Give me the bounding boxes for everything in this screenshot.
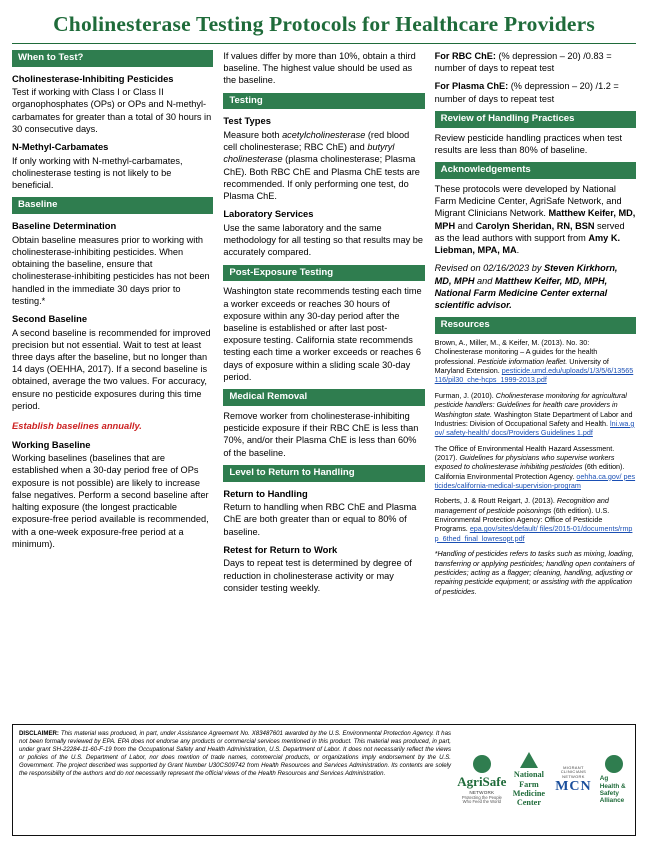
test-types-text-b: (red blood cell cholinesterase; RBC ChE) and [223, 129, 410, 153]
paragraph-baseline-determination: Obtain baseline measures prior to working with cholinesterase-inhibiting pesticides. When obtaining the baseline, ensure that cholinesterase-inhibiting pesticides has not been handled in the immediate 30 days prior to testing.* [12, 234, 210, 306]
section-header-medical-removal: Medical Removal [223, 389, 424, 406]
ref1-link[interactable]: pesticide.umd.edu/uploads/1/3/5/6/13565116/pil30_che-hcps_1999-2013.pdf [434, 366, 634, 385]
column-1 [12, 50, 213, 722]
subheading-test-types: Test Types [223, 115, 271, 127]
mcn-name: MCN [555, 778, 592, 794]
ref4-text-a: Roberts, J. & Routt Reigart, J. (2013). [434, 496, 557, 506]
title-divider [12, 43, 636, 44]
ref2-text-a: Furman, J. (2010). [434, 390, 496, 400]
test-types-text-a: Measure both [223, 129, 283, 140]
logo-agrisafe [457, 755, 507, 805]
revision-text-b: and [474, 275, 495, 286]
disclaimer-text-block [19, 730, 457, 830]
reference-item [435, 391, 636, 438]
formula-rbc-text: (% depression – 20) /0.83 = number of days to repeat test [434, 51, 612, 74]
formula-rbc-label: For RBC ChE: [434, 51, 496, 61]
mcn-subtitle: MIGRANT CLINICIANS NETWORK [560, 764, 587, 779]
nfmc-name-line2: Medicine Center [512, 789, 546, 808]
nfmc-name-line1: National Farm [513, 770, 544, 789]
ack-author-liebman: Amy K. Liebman, MPA, MA [434, 232, 621, 256]
revision-author-keifer: Matthew Keifer, MD, MPH, National Farm Medicine Center external scientific advisor. [434, 275, 608, 311]
paragraph-acknowledgements [435, 183, 636, 256]
paragraph-retest-for-return-to-work: Days to repeat test is determined by degree of reduction in cholinesterase activity or may consider testing weekly. [223, 558, 412, 593]
tree-icon [520, 752, 538, 768]
agrisafe-subtitle: NETWORK [469, 789, 495, 795]
ref4-italic: Recognition and management of pesticide poisonings [434, 496, 609, 515]
ahsa-mark-icon [605, 755, 623, 773]
section-header-post-exposure-testing: Post-Exposure Testing [223, 265, 424, 282]
test-types-italic-acetylcholinesterase: acetylcholinesterase [282, 129, 366, 140]
section-header-baseline: Baseline [12, 197, 213, 214]
ref1-text-b: University of Maryland Extension. [434, 356, 609, 376]
ack-text-b: and [455, 220, 476, 231]
ahsa-name-line1: Ag [599, 775, 609, 783]
paragraph-review-handling-practices: Review pesticide handling practices when test results are less than 80% of baseline. [434, 132, 623, 155]
ahsa-name-line3: Alliance [599, 797, 625, 805]
paragraph-inhibiting-pesticides: Test if working with Class I or Class II organophosphates (OPs) or OPs and N-methyl-carbamates for greater than a total of 30 hours in 30 consecutive days. [12, 87, 212, 134]
paragraph-return-to-handling: Return to handling when RBC ChE and Plasma ChE are both greater than or equal to 80% of baseline. [223, 502, 417, 537]
ack-text-d: . [516, 245, 520, 256]
ack-author-sheridan: Carolyn Sheridan, RN, BSN [475, 220, 595, 231]
footnote-text: *Handling of pesticides refers to tasks such as mixing, loading, transferring or applying pesticides; handling open containers of pesticides; acting as a flagger; cleaning, handling, adjusting or repairing pesticide equipment; or assisting with the application of pesticides. [434, 549, 635, 596]
page-title: Cholinesterase Testing Protocols for Healthcare Providers [53, 12, 595, 36]
subheading-laboratory-services: Laboratory Services [223, 208, 314, 220]
ref1-text-a: Brown, A., Miller, M., & Keifer, M. (2013). No. 30: Cholinesterase monitoring – A guides for the health professional. [434, 338, 598, 366]
ref1-italic: Pesticide information leaflet. [477, 356, 568, 366]
revision-author-kirkhorn: Steven Kirkhorn, MD, MPH [434, 263, 618, 286]
paragraph-third-baseline: If values differ by more than 10%, obtain a third baseline. The highest value should be used as the baseline. [223, 51, 416, 86]
subheading-n-methyl-carbamates: N-Methyl-Carbamates [12, 141, 109, 153]
three-column-body [12, 50, 636, 722]
paragraph-second-baseline: A second baseline is recommended for improved precision but not essential. Wait to test at least three days after the baseline, but no longer than 14 days (OEHHA, 2017). If a second baseline is obtained, average the two values. For accuracy, ensure no pesticide exposures during this time period. [12, 327, 211, 411]
ref3-italic: Guidelines for physicians who supervise workers exposed to cholinesterase inhibiting pesticides [434, 452, 615, 472]
agrisafe-mark-icon [473, 755, 491, 773]
paragraph-test-types [223, 129, 424, 202]
paragraph-post-exposure-testing: Washington state recommends testing each time a worker exceeds or reaches 30 hours of exposure within any 30-day period after the baseline is established or after last post-exposure testing. California state recommends testing each time a worker exceeds or reaches 6 days of exposure within a sliding scale 30-day period. [223, 286, 422, 382]
paragraph-working-baseline: Working baselines (baselines that are established when a 30-day period free of OPs exposure is not possible) are likely to increase false negatives. Perform a second baseline after halting exposure (the longest practicable exposure-free period available is recommended, with a one-week exposure-free period at a minimum). [12, 453, 209, 549]
footnote-handling-definition [435, 549, 636, 596]
ref3-text-b: (6th edition). California Environmental Protection Agency. [434, 462, 625, 481]
reference-list [435, 338, 636, 596]
section-header-acknowledgements: Acknowledgements [435, 162, 636, 179]
disclaimer-body: This material was produced, in part, under Assistance Agreement No. X83487601 awarded by the U.S. Environmental Protection Agency. It has not been formally reviewed by EPA. EPA does not endorse any products or commercial services mentioned in this product. This material was produced, in part, under grant SH-22284-11-60-F-19 from the Occupational Safety and Health Administration, U.S. Department of Labor. It does not necessarily reflect the views or policies of the U.S. Department of Labor, nor does mention of trade names, commercial products, or organizations imply endorsement by the U.S. Government. The project described was supported by Grant Number U30CS09742 from Health Resources and Services Administration. Its contents are solely the responsibility of the authors and do not necessarily represent the official views of the Health Resources and Services Administration. [19, 730, 451, 778]
reference-item [435, 496, 636, 543]
subheading-working-baseline: Working Baseline [12, 438, 91, 450]
ref4-text-b: (6th edition). U.S. Environmental Protection Agency: Office of Pesticide Programs. [434, 505, 610, 534]
section-header-review-of-handling-practices: Review of Handling Practices [435, 111, 636, 128]
section-header-resources: Resources [435, 317, 636, 334]
subheading-retest-for-return-to-work: Retest for Return to Work [223, 543, 338, 555]
subheading-cholinesterase-inhibiting-pesticides: Cholinesterase-Inhibiting Pesticides [12, 72, 174, 84]
logo-migrant-clinicians-network [551, 766, 596, 795]
ref2-link[interactable]: lni.wa.gov/ safety-health/ docs/Providers Guidelines 1.pdf [434, 418, 635, 438]
logo-ag-health-safety-alliance [600, 755, 629, 804]
ack-text-c: served as the lead authors with support from [434, 220, 625, 243]
revision-text-a: Revised on 02/16/2023 by [434, 263, 544, 274]
ahsa-name-line2: Health & Safety [599, 782, 626, 797]
formula-rbc-che [435, 50, 636, 74]
agrisafe-name: AgriSafe [457, 774, 507, 790]
reference-item [435, 444, 636, 491]
test-types-text-c: (plasma cholinesterase; Plasma ChE). Both RBC ChE and Plasma ChE tests are recommended. If only performing one test, do Plasma ChE. [223, 154, 420, 202]
column-3 [435, 50, 636, 722]
formula-plasma-che [435, 80, 636, 104]
test-types-italic-butyryl: butyryl cholinesterase [223, 142, 395, 165]
paragraph-n-methyl-carbamates: If only working with N-methyl-carbamates, cholinesterase testing is not likely to be beneficial. [12, 155, 183, 191]
section-header-when-to-test: When to Test? [12, 50, 213, 67]
paragraph-laboratory-services: Use the same laboratory and the same methodology for all testing so that results may be accurately compared. [223, 222, 424, 258]
ref2-italic: Cholinesterase monitoring for agricultural pesticide handlers: Guidelines for health care providers in Washington state. [434, 390, 627, 419]
ref4-link[interactable]: epa.gov/sites/default/ files/2015-01/documents/rmpp_6thed_final_lowresopt.pdf [434, 524, 633, 543]
paragraph-revision-note [435, 262, 636, 311]
formula-plasma-text: (% depression – 20) /1.2 = number of days to repeat test [434, 81, 619, 104]
column-2 [223, 50, 424, 722]
logo-national-farm-medicine-center [511, 752, 548, 808]
ref3-link[interactable]: oehha.ca.gov/ pesticides/california-medical-supervision-program [434, 471, 636, 491]
disclaimer-label: DISCLAIMER: [19, 730, 59, 737]
callout-establish-baselines: Establish baselines annually. [12, 420, 142, 432]
footer-disclaimer-box [12, 724, 636, 836]
ack-author-keifer: Matthew Keifer, MD, MPH [434, 208, 636, 231]
formula-plasma-label: For Plasma ChE: [434, 81, 509, 92]
ack-text-a: These protocols were developed by National Farm Medicine Center, AgriSafe Network, and Migrant Clinicians Network. [434, 183, 622, 219]
subheading-second-baseline: Second Baseline [12, 313, 88, 325]
ref3-text-a: The Office of Environmental Health Hazard Assessment. (2017). [434, 443, 615, 462]
section-header-testing: Testing [223, 93, 424, 110]
logo-row [457, 730, 629, 830]
ref2-text-b: Washington State Department of Labor and Industries: Division of Occupational Safety and Health. [434, 409, 633, 428]
agrisafe-tagline: Protecting the People Who Feed the World [461, 794, 502, 805]
section-header-level-to-return-to-handling: Level to Return to Handling [223, 465, 424, 482]
subheading-baseline-determination: Baseline Determination [12, 220, 117, 232]
paragraph-medical-removal: Remove worker from cholinesterase-inhibiting pesticide exposure if their RBC ChE is less than 70%, and/or their Plasma ChE is less than 60% of the baseline. [223, 410, 419, 458]
reference-item [435, 338, 636, 385]
subheading-return-to-handling: Return to Handling [223, 487, 308, 499]
